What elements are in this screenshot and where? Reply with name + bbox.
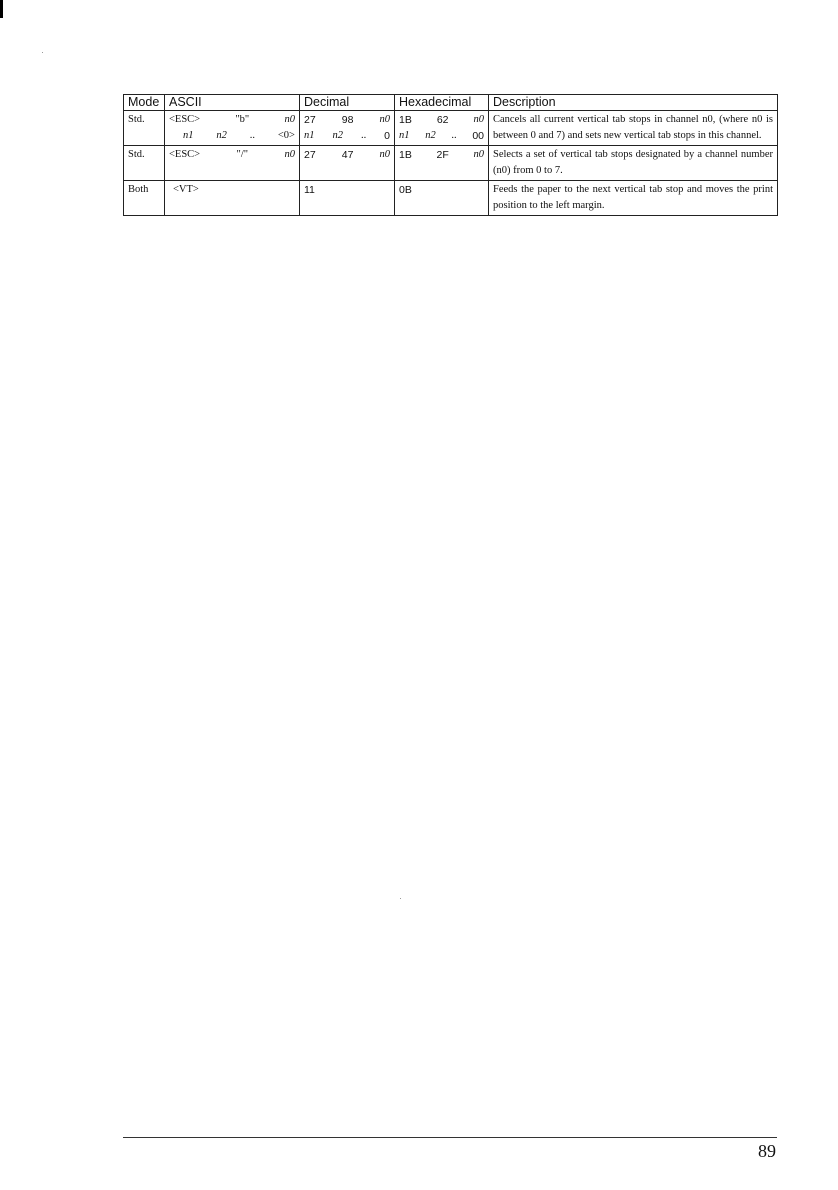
ascii-param: n0	[284, 114, 295, 125]
description-cell: Selects a set of vertical tab stops designated by a channel number (n0) from 0 to 7.	[489, 146, 778, 181]
header-description: Description	[489, 95, 778, 111]
decimal-token: 0	[384, 130, 390, 142]
hex-token: 2F	[436, 149, 449, 161]
description-cell: Cancels all current vertical tab stops in channel n0, (where n0 is between 0 and 7) and sets new vertical tab stops in this channel.	[489, 111, 778, 146]
ascii-token: "b"	[235, 114, 250, 125]
vertical-tab-command-table	[123, 94, 778, 216]
table-row	[124, 111, 778, 146]
decimal-token: 27	[304, 114, 316, 126]
header-ascii: ASCII	[165, 95, 300, 111]
header-mode: Mode	[124, 95, 165, 111]
hex-sequence-line	[399, 112, 484, 128]
decimal-sequence-line	[304, 182, 390, 198]
decimal-sequence-line	[304, 112, 390, 128]
ascii-sequence-line	[169, 182, 295, 198]
decimal-param: n0	[379, 114, 390, 125]
header-decimal: Decimal	[300, 95, 395, 111]
decimal-sequence-line	[304, 128, 390, 144]
mode-cell: Std.	[124, 111, 165, 146]
decimal-token: 11	[304, 184, 315, 196]
ascii-param: n0	[284, 149, 295, 160]
hex-token: 1B	[399, 149, 412, 161]
ascii-cell	[165, 146, 300, 181]
ascii-token: <VT>	[173, 184, 199, 195]
ascii-param: n2	[216, 130, 227, 141]
hex-sequence-line	[399, 128, 484, 144]
decimal-param: n0	[379, 149, 390, 160]
ascii-cell	[165, 181, 300, 216]
decimal-token: 47	[341, 149, 354, 161]
hex-sequence-line	[399, 147, 484, 163]
decimal-token: ..	[360, 130, 367, 141]
hex-param: n2	[425, 130, 436, 141]
hex-param: n0	[473, 114, 484, 125]
ascii-token: "/"	[236, 149, 249, 160]
decimal-param: n2	[332, 130, 343, 141]
decimal-param: n1	[304, 130, 315, 141]
ascii-token: <0>	[277, 130, 295, 141]
ascii-token: <ESC>	[169, 114, 201, 125]
page-number: 89	[758, 1141, 776, 1161]
hex-param: n0	[473, 149, 484, 160]
table-header-row	[124, 95, 778, 111]
ascii-param: n1	[183, 130, 194, 141]
scan-speck	[400, 898, 401, 899]
scan-edge-mark	[0, 0, 3, 18]
table-row	[124, 181, 778, 216]
decimal-cell	[300, 111, 395, 146]
decimal-sequence-line	[304, 147, 390, 163]
hex-token: 1B	[399, 114, 412, 126]
scan-speck	[42, 52, 43, 53]
hex-param: n1	[399, 130, 410, 141]
mode-cell: Both	[124, 181, 165, 216]
ascii-cell	[165, 111, 300, 146]
hex-token: 62	[436, 114, 449, 126]
hex-token: 00	[472, 130, 484, 142]
ascii-token: ..	[249, 130, 255, 141]
decimal-cell	[300, 181, 395, 216]
ascii-sequence-line	[169, 147, 295, 163]
mode-cell: Std.	[124, 146, 165, 181]
decimal-cell	[300, 146, 395, 181]
ascii-token: <ESC>	[169, 149, 201, 160]
hex-cell	[395, 111, 489, 146]
header-hexadecimal: Hexadecimal	[395, 95, 489, 111]
hex-cell	[395, 181, 489, 216]
hex-token: ..	[451, 130, 457, 141]
decimal-token: 27	[304, 149, 316, 161]
hex-cell	[395, 146, 489, 181]
ascii-sequence-line	[169, 112, 295, 128]
hex-token: 0B	[399, 184, 412, 196]
decimal-token: 98	[341, 114, 354, 126]
hex-sequence-line	[399, 182, 484, 198]
ascii-sequence-line	[169, 128, 295, 144]
table-row	[124, 146, 778, 181]
footer-rule	[123, 1137, 777, 1138]
description-cell: Feeds the paper to the next vertical tab stop and moves the print position to the left margin.	[489, 181, 778, 216]
